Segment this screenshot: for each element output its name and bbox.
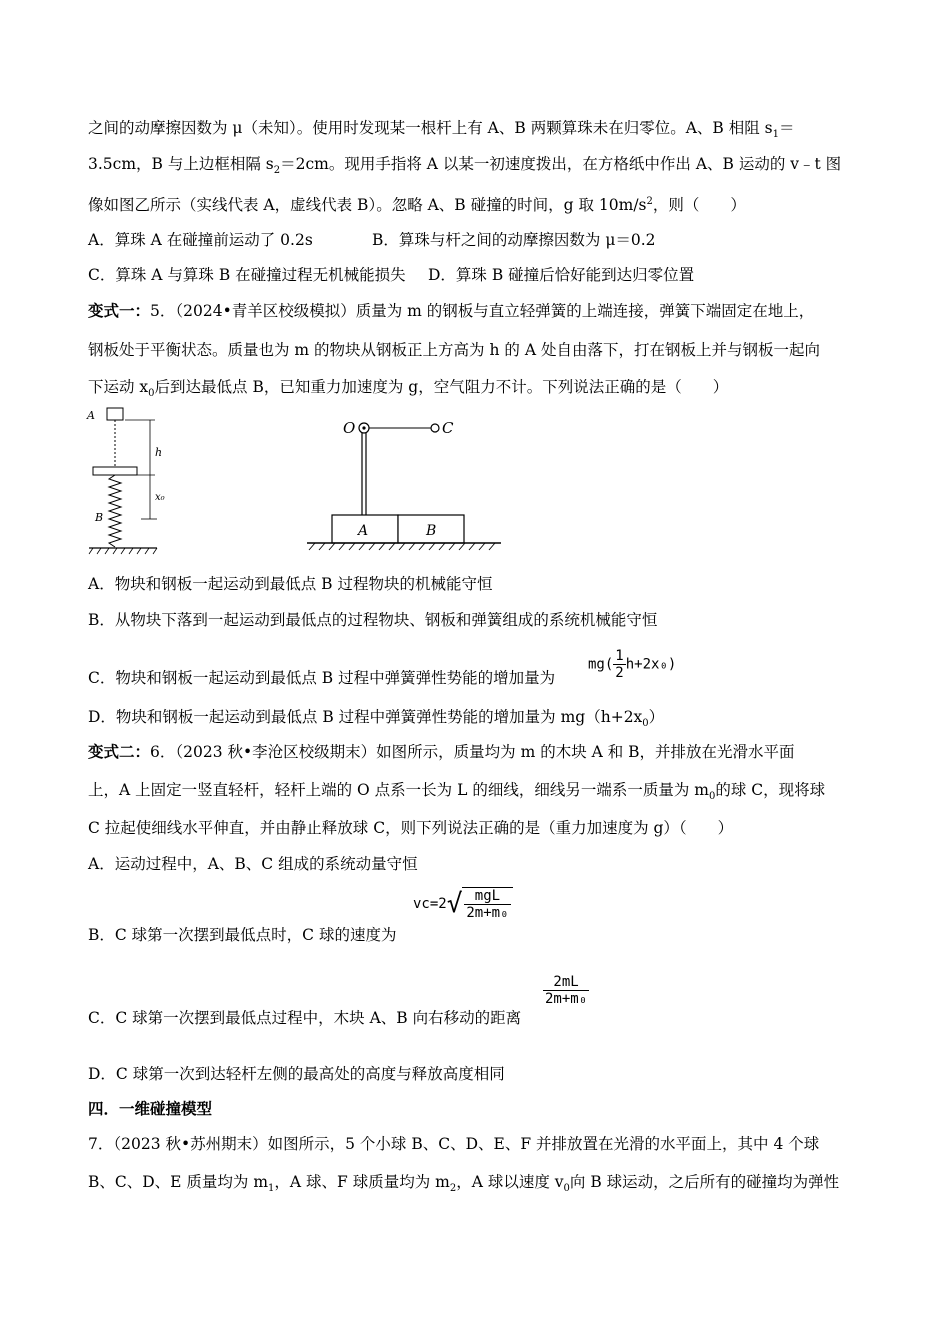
variant2-line-2: 上，A 上固定一竖直轻杆，轻杆上端的 O 点系一长为 L 的细线，细线另一端系一质量为 $m_0$的球 C，现将球 bbox=[88, 781, 826, 803]
variant2-line-3: C 拉起使细线水平伸直，并由静止释放球 C，则下列说法正确的是（重力加速度为 g）（ ） bbox=[88, 819, 734, 837]
variant1-option-d: D．物块和钢板一起运动到最低点 B 过程中弹簧弹性势能的增加量为 $mg(h+2x_0)$ bbox=[88, 708, 665, 730]
section4-line-2: B、C、D、E 质量均为 $m_1$，A 球、F 球质量均为 $m_2$，A 球以速度 $v_0$向 B 球运动，之后所有的碰撞均为弹性 bbox=[88, 1173, 840, 1195]
fig-left-label-b: B bbox=[95, 511, 104, 524]
variant2-option-c: C．C 球第一次摆到最低点过程中，木块 A、B 向右移动的距离 bbox=[88, 1009, 522, 1027]
variant1-line-2: 钢板处于平衡状态。质量也为 m 的物块从钢板正上方高为 h 的 A 处自由落下，打在钢板上并与钢板一起向 bbox=[88, 341, 820, 359]
variant2-option-b: B．C 球第一次摆到最低点时，C 球的速度为 bbox=[88, 926, 397, 944]
section4-line-1: 7．（2023 秋•苏州期末）如图所示，5 个小球 B、C、D、E、F 并排放置在光滑的水平面上，其中 4 个球 bbox=[88, 1135, 820, 1153]
intro-option-c: C．算珠 A 与算珠 B 在碰撞过程无机械能损失 bbox=[88, 266, 406, 284]
section-4-heading: 四．一维碰撞模型 bbox=[88, 1099, 213, 1118]
variant1-option-b: B．从物块下落到一起运动到最低点的过程物块、钢板和弹簧组成的系统机械能守恒 bbox=[88, 611, 658, 629]
variant1-line-1: 变式一：5．（2024•青羊区校级模拟）质量为 m 的钢板与直立轻弹簧的上端连接，弹簧下端固定在地上， bbox=[88, 301, 815, 320]
variant2-label: 变式二： bbox=[88, 742, 151, 761]
variant2-line-1: 变式二：6．（2023 秋•李沧区校级期末）如图所示，质量均为 m 的木块 A 和 B，并排放在光滑水平面 bbox=[88, 742, 795, 761]
intro-option-d: D．算珠 B 碰撞后恰好能到达归零位置 bbox=[428, 266, 695, 284]
fig-right-label-b: B bbox=[426, 523, 437, 539]
variant2-option-a: A．运动过程中，A、B、C 组成的系统动量守恒 bbox=[88, 855, 418, 873]
spring-plate-figure bbox=[85, 405, 165, 555]
variant2-option-b-formula: vc=2√ $\frac{\text{mgL}}{\text{2m+m₀}}$ bbox=[413, 887, 513, 921]
intro-option-b: B．算珠与杆之间的动摩擦因数为 μ＝0.2 bbox=[372, 231, 656, 249]
fig-right-label-o: O bbox=[343, 419, 356, 437]
pendulum-blocks-figure bbox=[305, 412, 505, 552]
intro-line-3: 像如图乙所示（实线代表 A，虚线代表 B）。忽略 A、B 碰撞的时间，g 取 $10m/s^2$，则（ ） bbox=[88, 196, 746, 215]
intro-option-a: A．算珠 A 在碰撞前运动了 0.2s bbox=[88, 231, 313, 249]
fig-right-label-c: C bbox=[442, 419, 454, 437]
fig-left-label-x0: x₀ bbox=[155, 492, 165, 503]
fig-left-label-a: A bbox=[87, 409, 95, 422]
variant1-line-3: 下运动 $x_0$后到达最低点 B，已知重力加速度为 g，空气阻力不计。下列说法正确的是（ ） bbox=[88, 378, 729, 400]
variant1-label: 变式一： bbox=[88, 301, 151, 320]
variant1-option-c-formula: mg( $\frac{1}{2}$ h+2x₀) bbox=[588, 648, 677, 681]
variant1-option-a: A．物块和钢板一起运动到最低点 B 过程物块的机械能守恒 bbox=[88, 575, 493, 593]
intro-line-1: 之间的动摩擦因数为 μ（未知）。使用时发现某一根杆上有 A、B 两颗算珠未在归零位。A、B 相阻 $s_1=$ bbox=[88, 119, 795, 141]
fig-left-label-h: h bbox=[155, 446, 163, 459]
intro-line-2: 3.5cm，B 与上边框相隔 $s_2=2cm$。现用手指将 A 以某一初速度拨出，在方格纸中作出 A、B 运动的 v﹣t 图 bbox=[88, 155, 842, 177]
variant1-option-c: C．物块和钢板一起运动到最低点 B 过程中弹簧弹性势能的增加量为 bbox=[88, 669, 556, 687]
variant2-option-d: D．C 球第一次到达轻杆左侧的最高处的高度与释放高度相同 bbox=[88, 1065, 505, 1083]
fig-right-label-a: A bbox=[358, 523, 369, 539]
variant2-option-c-formula: $\frac{2mL}{\text{2m+m₀}}$ bbox=[545, 974, 588, 1007]
